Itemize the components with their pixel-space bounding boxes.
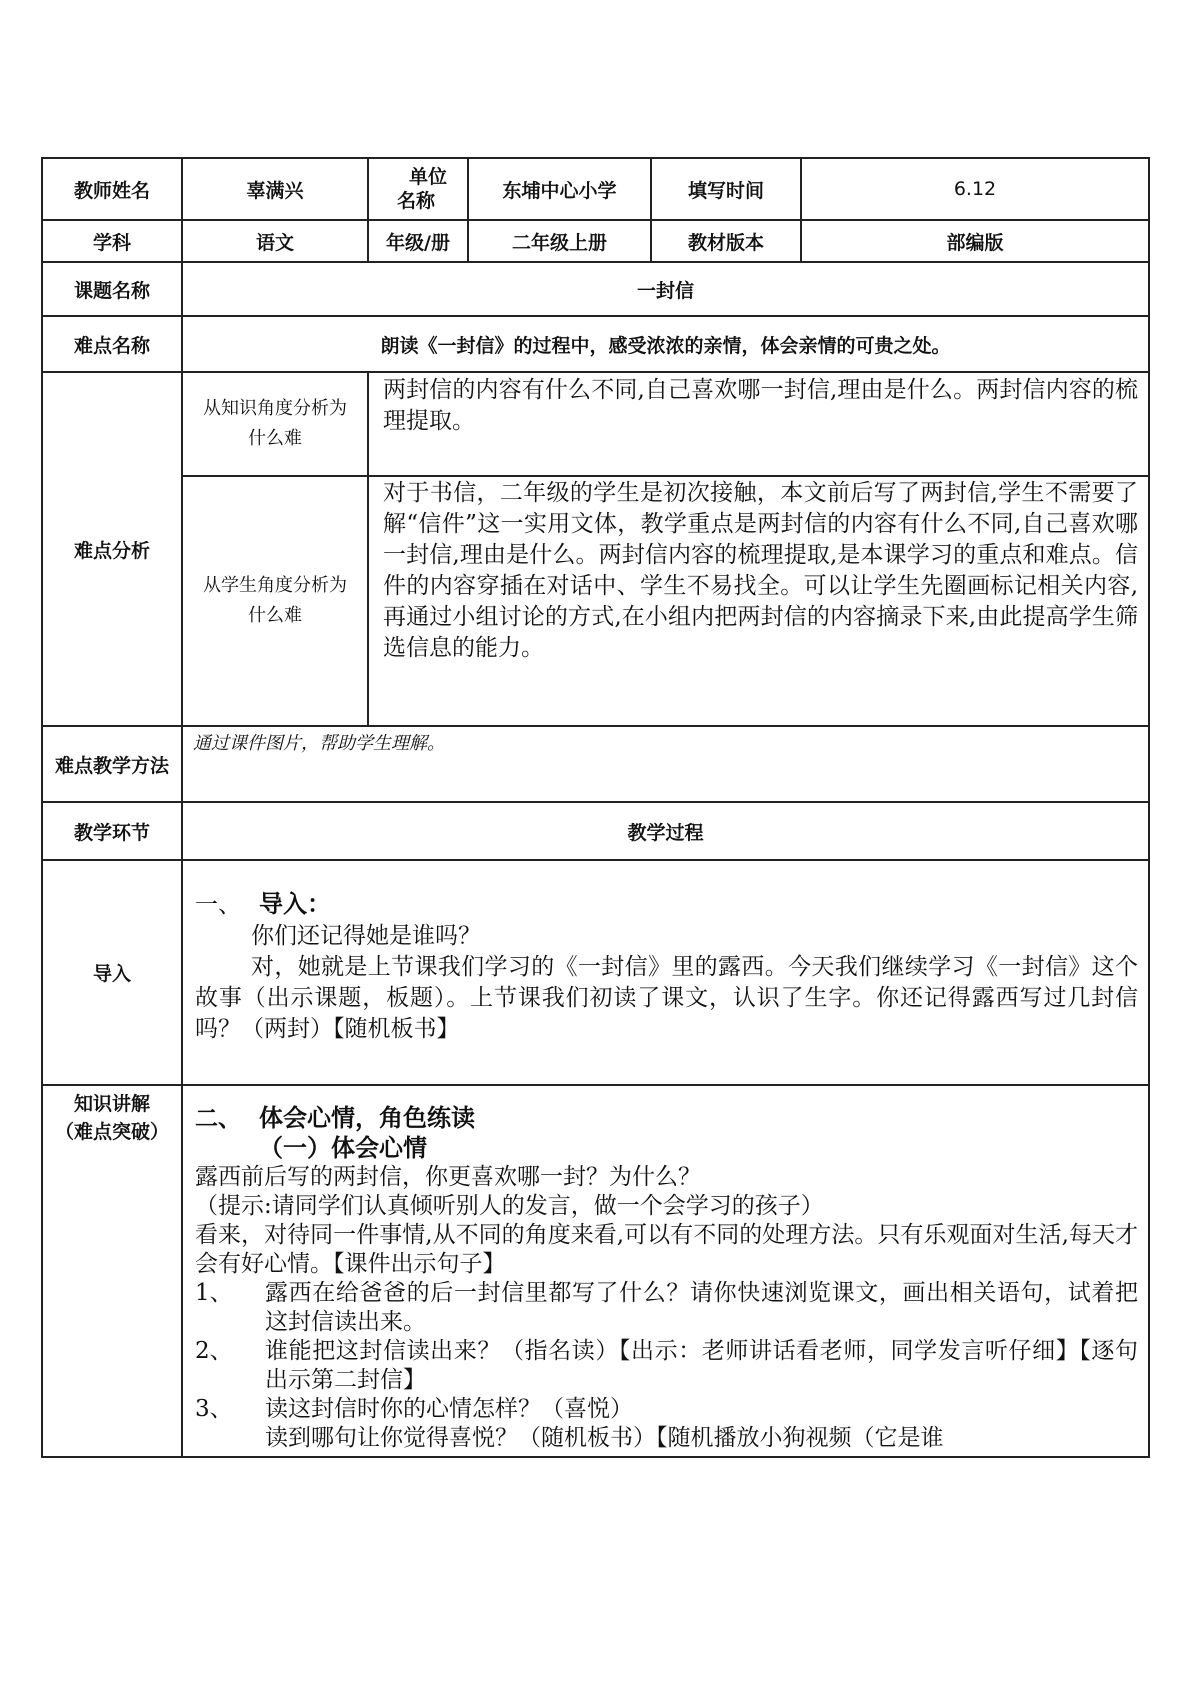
lesson-plan-table [41, 157, 1150, 1458]
method-label: 难点教学方法 [42, 726, 182, 802]
intro-heading-num: 一、 [195, 892, 241, 918]
intro-row [42, 860, 1149, 1085]
analysis-student-row [42, 476, 1149, 726]
knowledge-line-3: 看来，对待同一件事情,从不同的角度来看,可以有不同的处理方法。只有乐观面对生活,每天才会有好心情。【课件出示句子】 [195, 1222, 1138, 1277]
teacher-name-label: 教师姓名 [42, 158, 182, 220]
date-value: 6.12 [801, 158, 1149, 220]
item-3-continuation: 读到哪句让你觉得喜悦？（随机板书）【随机播放小狗视频（它是谁 [265, 1425, 944, 1451]
intro-heading [195, 889, 1138, 921]
item-1-text: 露西在给爸爸的后一封信里都写了什么？请你快速浏览课文，画出相关语句，试着把这封信读出来。 [265, 1280, 1138, 1335]
knowledge-label [42, 1085, 182, 1457]
item-3-text: 读这封信时你的心情怎样？（喜悦） [265, 1396, 633, 1422]
student-angle-label: 从学生角度分析为什么难 [182, 476, 368, 726]
knowledge-heading-num: 二、 [195, 1106, 241, 1132]
knowledge-item-1 [195, 1279, 1138, 1337]
difficulty-label: 难点名称 [42, 316, 182, 372]
item-3-num: 3、 [195, 1396, 233, 1422]
unit-label-line1: 单位 [408, 166, 447, 188]
edition-label: 教材版本 [651, 220, 801, 262]
difficulty-value: 朗读《一封信》的过程中，感受浓浓的亲情，体会亲情的可贵之处。 [182, 316, 1149, 372]
knowledge-line-2: （提示:请同学们认真倾听别人的发言，做一个会学习的孩子） [195, 1193, 824, 1219]
knowledge-row [42, 1085, 1149, 1457]
knowledge-heading-text: 体会心情，角色练读 [259, 1104, 475, 1132]
topic-label: 课题名称 [42, 262, 182, 316]
topic-row [42, 262, 1149, 316]
intro-line-2: 对，她就是上节课我们学习的《一封信》里的露西。今天我们继续学习《一封信》这个故事（出示课题，板题）。上节课我们初读了课文，认识了生字。你还记得露西写过几封信吗？（两封）【随机板书】 [195, 954, 1138, 1042]
process-stage-label: 教学环节 [42, 802, 182, 860]
teacher-name: 辜满兴 [182, 158, 368, 220]
knowledge-label-line1: 知识讲解 [73, 1093, 150, 1115]
header-row-2 [42, 220, 1149, 262]
intro-label: 导入 [42, 860, 182, 1085]
unit-label-line2: 名称 [397, 190, 436, 212]
knowledge-item-2 [195, 1337, 1138, 1395]
process-title: 教学过程 [182, 802, 1149, 860]
grade-label: 年级/册 [368, 220, 468, 262]
item-1-num: 1、 [195, 1280, 233, 1306]
intro-heading-text: 导入： [259, 890, 331, 918]
knowledge-heading [195, 1104, 1138, 1134]
process-header-row [42, 802, 1149, 860]
subject-label: 学科 [42, 220, 182, 262]
unit-name: 东埔中心小学 [468, 158, 651, 220]
knowledge-line-1: 露西前后写的两封信，你更喜欢哪一封？为什么？ [195, 1164, 701, 1190]
knowledge-angle-text: 两封信的内容有什么不同,自己喜欢哪一封信,理由是什么。两封信内容的梳理提取。 [368, 372, 1149, 476]
analysis-label: 难点分析 [42, 372, 182, 726]
method-value: 通过课件图片，帮助学生理解。 [182, 726, 1149, 802]
knowledge-subheading: （一）体会心情 [259, 1134, 427, 1162]
header-row-1 [42, 158, 1149, 220]
item-2-text: 谁能把这封信读出来？（指名读）【出示：老师讲话看老师，同学发言听仔细】【逐句出示第二封信】 [265, 1338, 1138, 1393]
date-label: 填写时间 [651, 158, 801, 220]
knowledge-angle-label: 从知识角度分析为什么难 [182, 372, 368, 476]
grade-value: 二年级上册 [468, 220, 651, 262]
method-row [42, 726, 1149, 802]
analysis-knowledge-row [42, 372, 1149, 476]
knowledge-content [182, 1085, 1149, 1457]
unit-name-label [368, 158, 468, 220]
intro-content [182, 860, 1149, 1085]
difficulty-row [42, 316, 1149, 372]
subject-value: 语文 [182, 220, 368, 262]
student-angle-text: 对于书信，二年级的学生是初次接触，本文前后写了两封信,学生不需要了解“信件”这一实用文体，教学重点是两封信的内容有什么不同,自己喜欢哪一封信,理由是什么。两封信内容的梳理提取,是本课学习的重点和难点。信件的内容穿插在对话中、学生不易找全。可以让学生先圈画标记相关内容,再通过小组讨论的方式,在小组内把两封信的内容摘录下来,由此提高学生筛选信息的能力。 [368, 476, 1149, 726]
knowledge-item-3 [195, 1395, 1138, 1424]
item-2-num: 2、 [195, 1338, 233, 1364]
intro-line-1: 你们还记得她是谁吗？ [251, 923, 481, 949]
knowledge-label-line2: （难点突破） [54, 1121, 169, 1143]
edition-value: 部编版 [801, 220, 1149, 262]
topic-value: 一封信 [182, 262, 1149, 316]
